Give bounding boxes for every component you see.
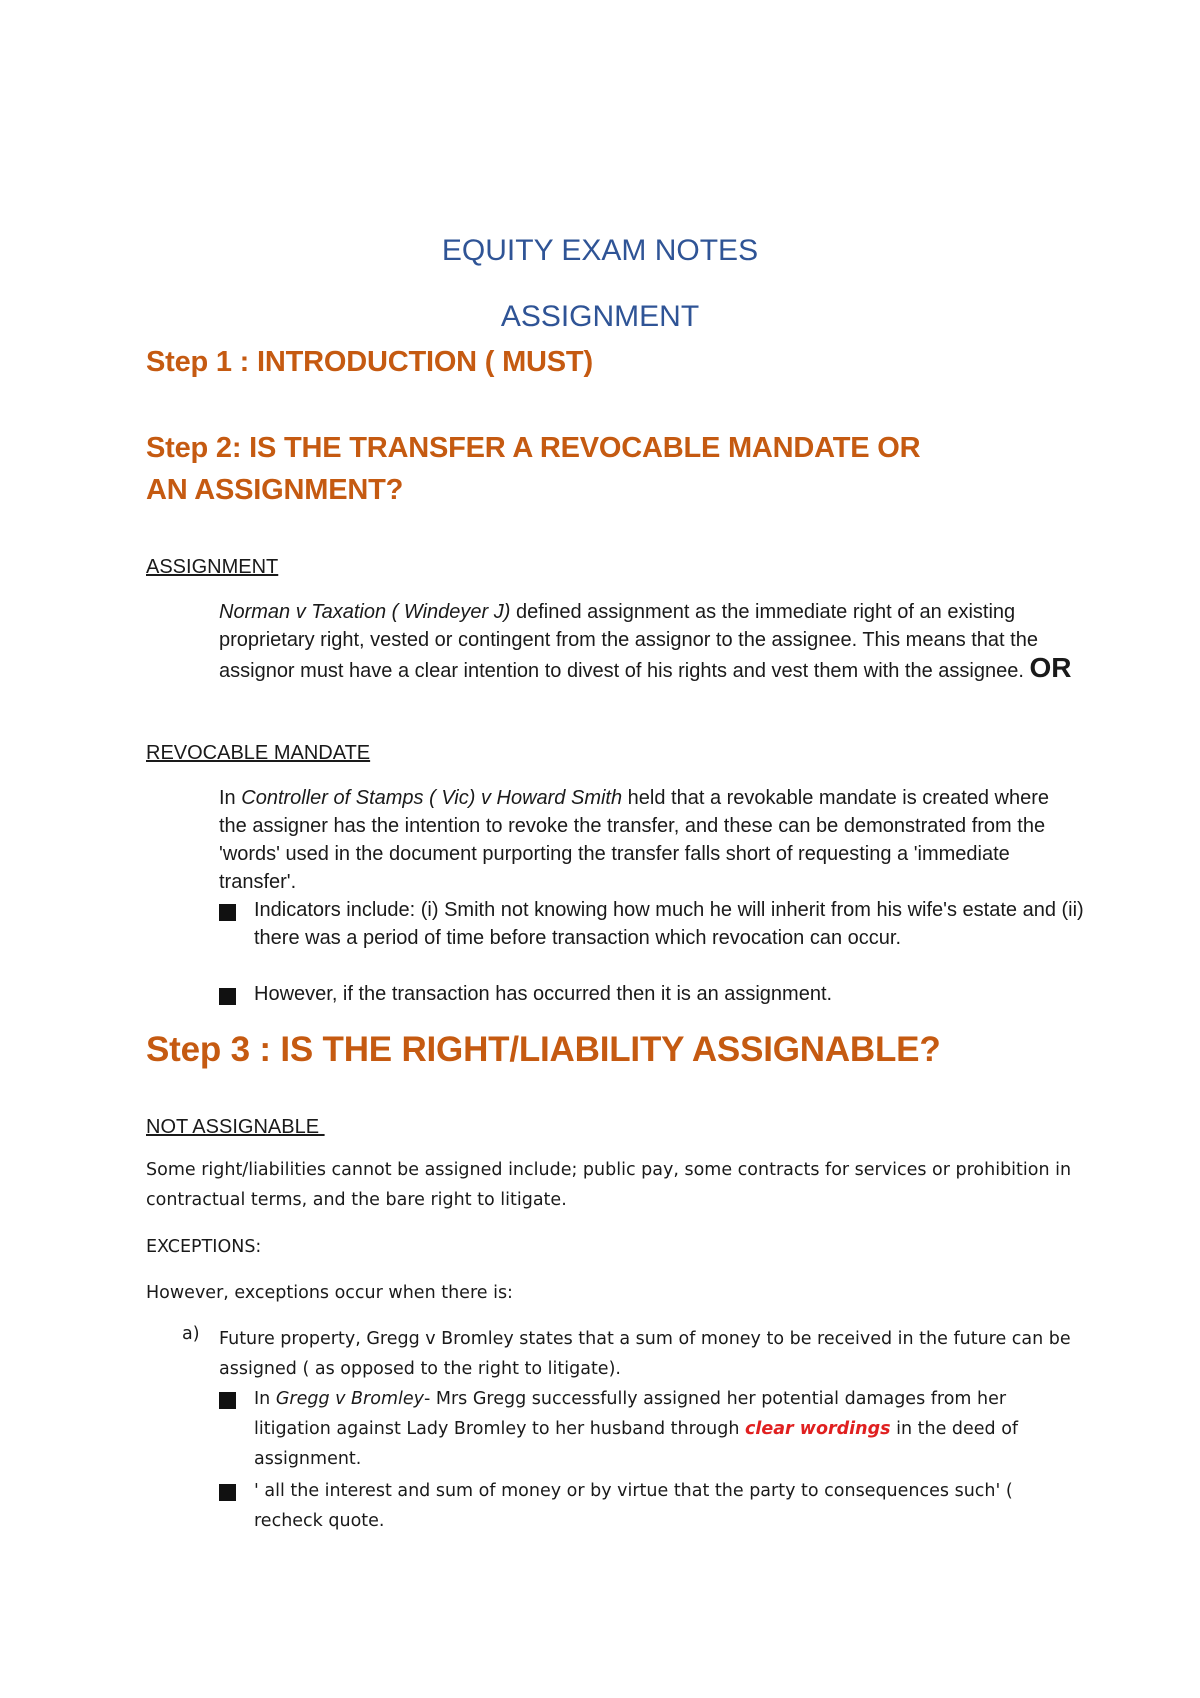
case-name: Gregg v Bromley (275, 1389, 424, 1409)
square-bullet-icon (219, 988, 236, 1005)
indicators-bullet: Indicators include: (i) Smith not knowing how much he will inherit from his wife's estate and (ii) there was a period of time before transaction which revocation can occur. (254, 899, 1084, 949)
square-bullet-icon (219, 1392, 236, 1409)
not-assignable-subheading: NOT ASSIGNABLE (146, 1116, 325, 1138)
case-name: Norman v Taxation ( Windeyer J) (219, 601, 511, 623)
list-marker-a: a) (182, 1324, 200, 1344)
document-subtitle: ASSIGNMENT (500, 300, 700, 333)
gregg-v-bromley-bullet: In Gregg v Bromley- Mrs Gregg successfully assigned her potential damages from her litigation against Lady Bromley to her husband through clear wordings in the deed of assignment. (254, 1389, 1019, 1469)
step3-heading: Step 3 : IS THE RIGHT/LIABILITY ASSIGNABLE? (146, 1030, 941, 1069)
assignment-definition (219, 598, 1079, 685)
future-property-item: Future property, Gregg v Bromley states that a sum of money to be received in the future can be assigned ( as opposed to the right to litigate). (219, 1329, 1071, 1379)
not-assignable-intro: Some right/liabilities cannot be assigned include; public pay, some contracts for services or prohibition in contractual terms, and the bare right to litigate. (146, 1160, 1072, 1210)
step2-heading-line1: Step 2: IS THE TRANSFER A REVOCABLE MANDATE OR (146, 432, 921, 464)
quote-bullet: ' all the interest and sum of money or by virtue that the party to consequences such' ( recheck quote. (254, 1481, 1013, 1531)
or-label: OR (1029, 652, 1072, 683)
square-bullet-icon (219, 904, 236, 921)
clear-wordings-emphasis: clear wordings (745, 1419, 891, 1439)
mandate-definition-text: held that a revokable mandate is created where the assigner has the intention to revoke the transfer, and these can be demonstrated from the 'words' used in the document purporting the transfer falls short of requesting a 'immediate transfer'. (219, 787, 1050, 893)
revocable-mandate-definition: In Controller of Stamps ( Vic) v Howard Smith held that a revokable mandate is created where the assigner has the intention to revoke the transfer, and these can be demonstrated from the 'words' used in the document purporting the transfer falls short of requesting a 'immediate transfer'. (219, 787, 1050, 893)
however-bullet: However, if the transaction has occurred then it is an assignment. (254, 983, 833, 1005)
square-bullet-icon (219, 1484, 236, 1501)
step1-heading: Step 1 : INTRODUCTION ( MUST) (146, 346, 593, 378)
revocable-mandate-subheading: REVOCABLE MANDATE (146, 742, 371, 764)
exceptions-label: EXCEPTIONS: (146, 1237, 262, 1257)
assignment-definition-text: defined assignment as the immediate right of an existing proprietary right, vested or contingent from the assignor to the assignee. This means that the assignor must have a clear intention to divest of his rights and vest them with the assignee. (219, 601, 1038, 682)
case-name: Controller of Stamps ( Vic) v Howard Smith (241, 787, 623, 809)
step2-heading-line2: AN ASSIGNMENT? (146, 474, 404, 506)
document-title: EQUITY EXAM NOTES (441, 234, 759, 267)
exceptions-intro: However, exceptions occur when there is: (146, 1283, 513, 1303)
assignment-subheading: ASSIGNMENT (146, 556, 279, 578)
